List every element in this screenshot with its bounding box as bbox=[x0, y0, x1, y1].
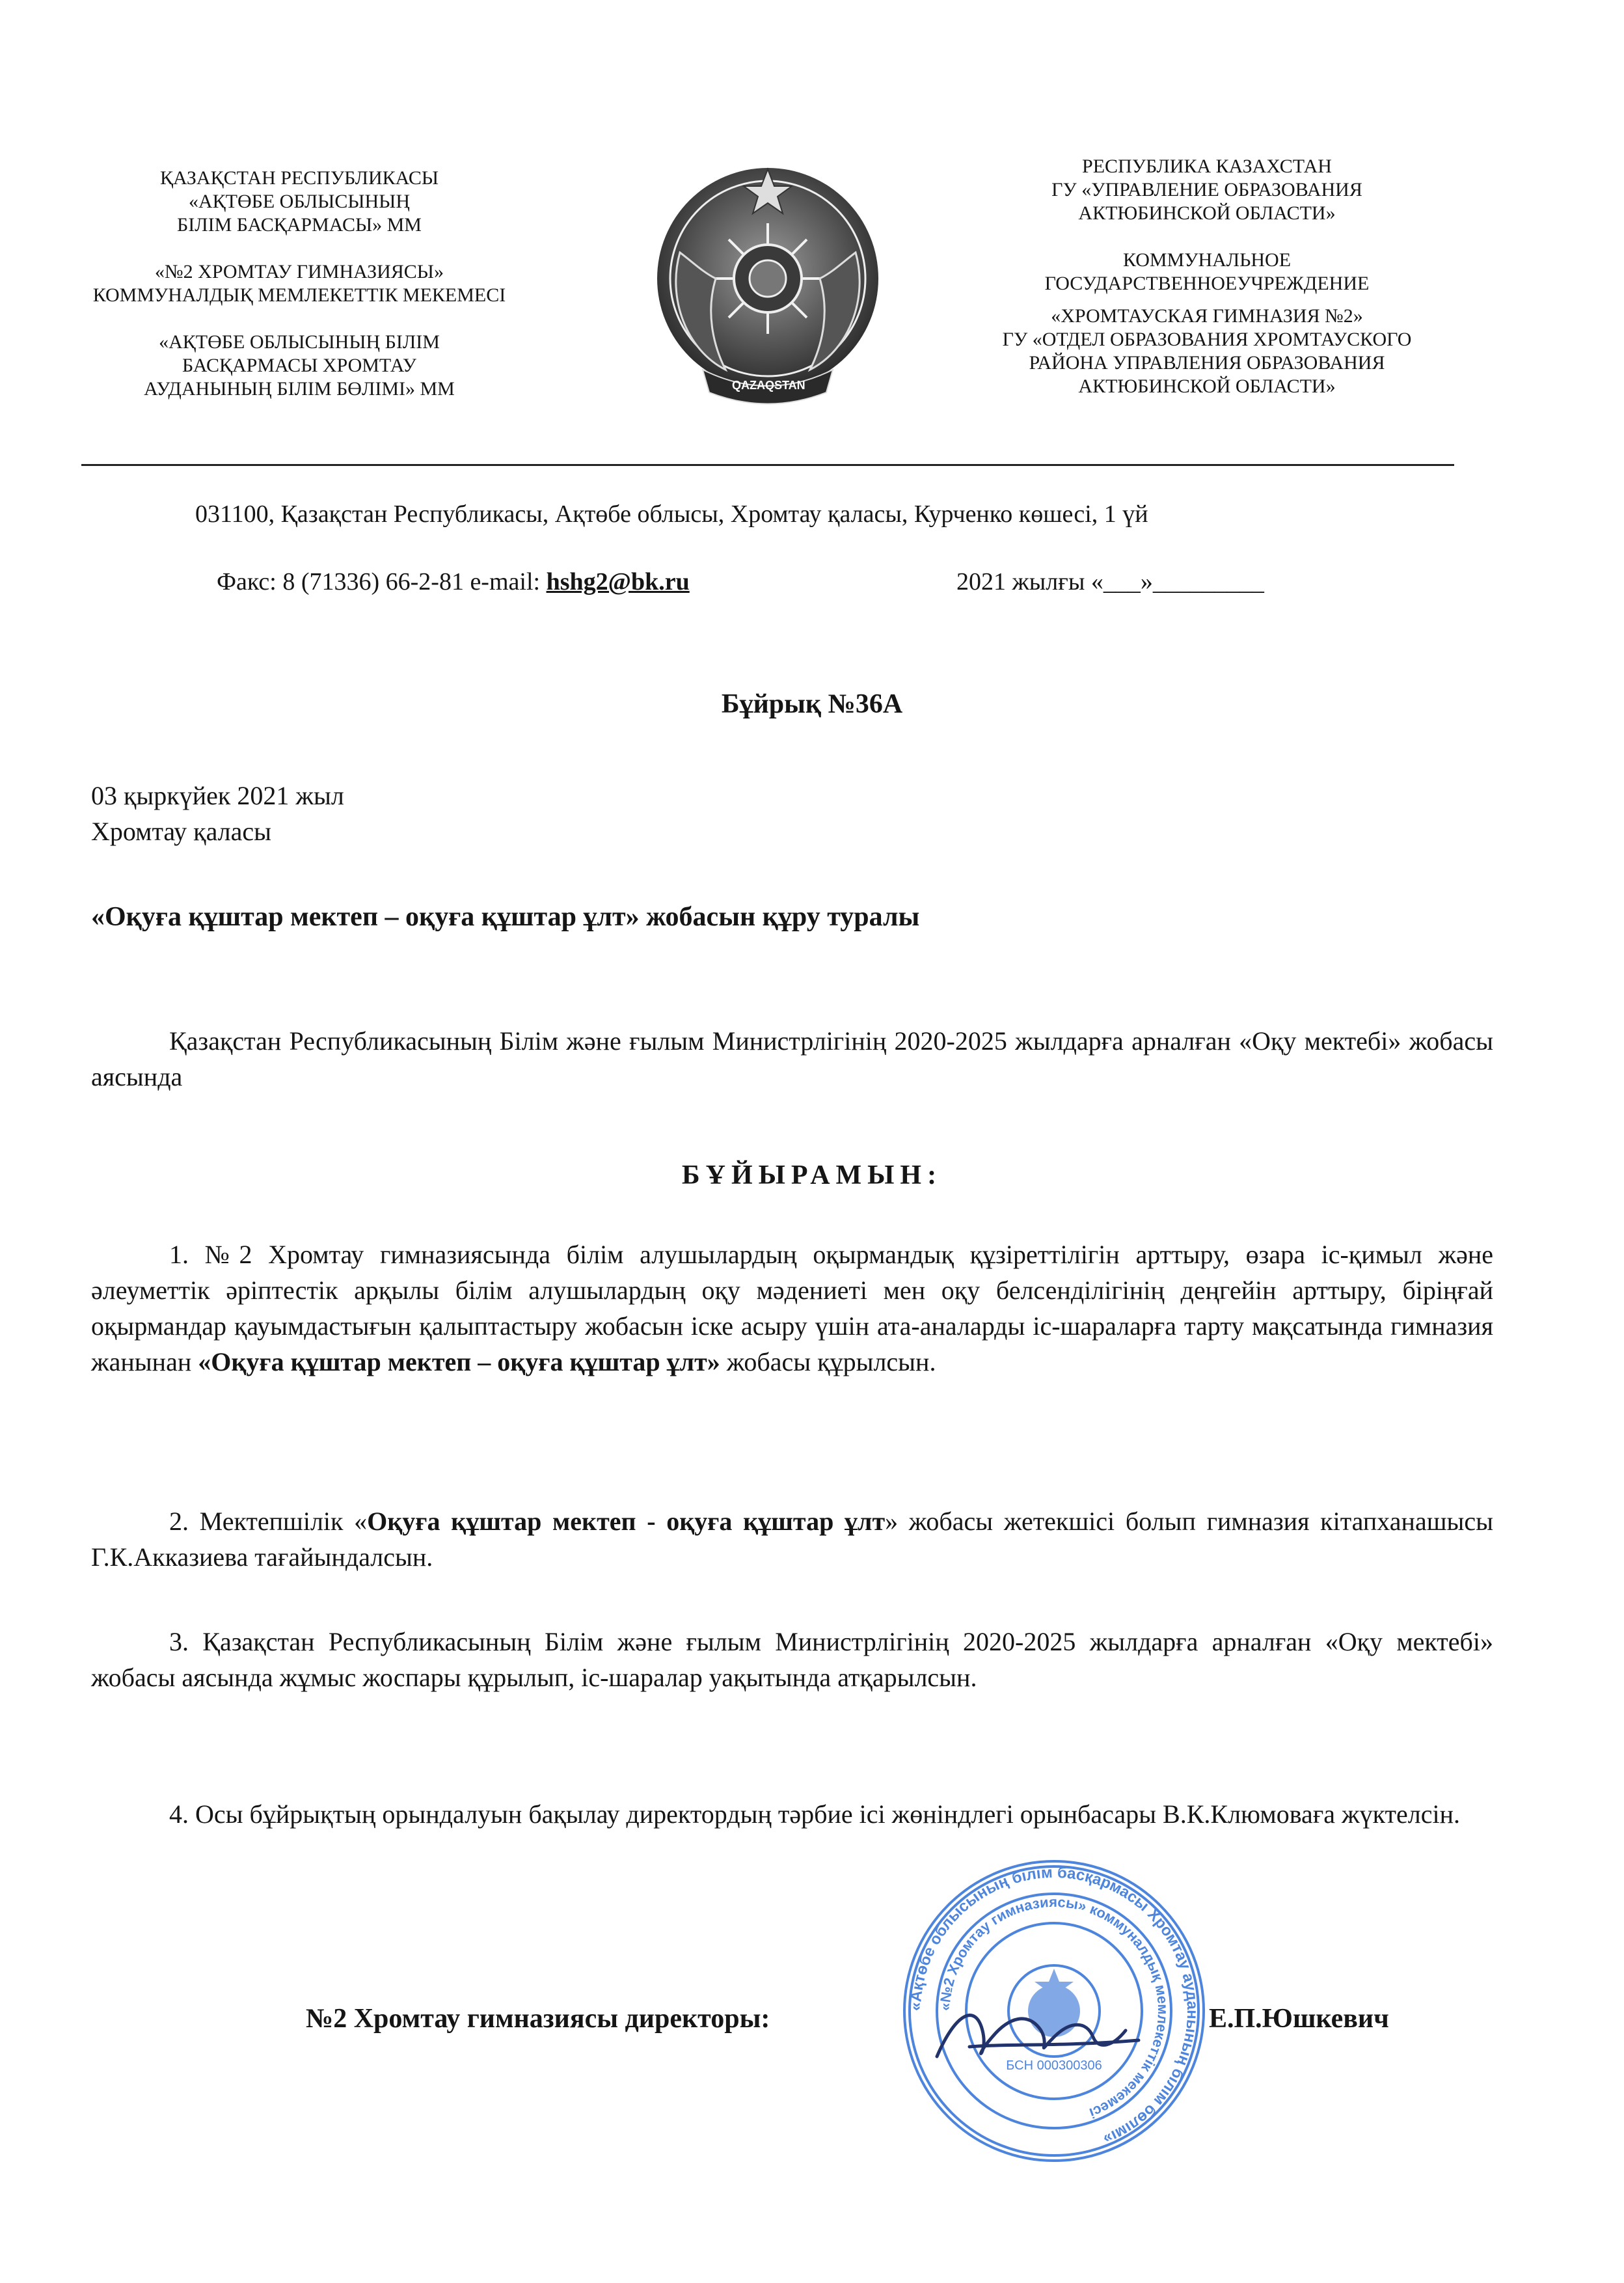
header-line: «ХРОМТАУСКАЯ ГИМНАЗИЯ №2» bbox=[1051, 305, 1363, 327]
header-right-ru bbox=[930, 155, 1483, 422]
item1-text: 1. №2 Хромтау гимназиясында білім алушылардың оқырмандық құзіреттілігін арттыру, өзара іс-қимыл және әлеуметтік әріптестік арқылы білім алушылардың оқу мәдениеті мен оқу белсенділігінің деңгейін арттыру, біріңғай оқырмандар қауымдастығын қалыптастыру жобасын іске асыру үшін ата-аналарды іс-шараларға тарту мақсатында гимназия жанынан bbox=[91, 1240, 1493, 1376]
header-line: «АҚТӨБЕ ОБЛЫСЫНЫҢ bbox=[188, 191, 411, 212]
seal-outer-text: «Ақтөбе облысының білім басқармасы Хромтау ауданының білім бөлімі» bbox=[906, 1863, 1202, 2148]
header-line: АУДАНЫНЫҢ БІЛІМ БӨЛІМІ» ММ bbox=[144, 378, 455, 400]
preamble bbox=[91, 1023, 1493, 1095]
order-subject: «Оқуға құштар мектеп – оқуға құштар ұлт» жобасын құру туралы bbox=[91, 902, 920, 932]
signature-role: №2 Хромтау гимназиясы директоры: bbox=[306, 2004, 770, 2034]
header-line: РЕСПУБЛИКА КАЗАХСТАН bbox=[1082, 156, 1332, 177]
header-line: БІЛІМ БАСҚАРМАСЫ» ММ bbox=[177, 214, 422, 236]
header-left-block-3 bbox=[72, 331, 527, 401]
project-name-bold: Оқуға құштар мектеп - оқуға құштар ұлт bbox=[367, 1507, 886, 1536]
header-right-block-2 bbox=[930, 249, 1483, 295]
seal-inner-text: «№2 Хромтау гимназиясы» коммуналдық мемлекеттік мекемесі bbox=[936, 1893, 1172, 2122]
header-left-kz bbox=[72, 167, 527, 424]
header-line: РАЙОНА УПРАВЛЕНИЯ ОБРАЗОВАНИЯ bbox=[1029, 352, 1385, 374]
order-title: Бұйрық №36А bbox=[721, 689, 903, 719]
order-item-4 bbox=[91, 1796, 1493, 1832]
header-line: ҚАЗАҚСТАН РЕСПУБЛИКАСЫ bbox=[159, 167, 439, 189]
order-city: Хромтау қаласы bbox=[91, 817, 272, 846]
state-emblem bbox=[641, 155, 895, 415]
item1-end: жобасы құрылсын. bbox=[720, 1347, 936, 1376]
item3-text: 3. Қазақстан Республикасының Білім және ғылым Министрлігінің 2020-2025 жылдарға арналған «Оқу мектебі» жобасы аясында жұмыс жоспары құрылып, іс-шаралар уақытында атқарылсын. bbox=[91, 1627, 1493, 1692]
header-line: АКТЮБИНСКОЙ ОБЛАСТИ» bbox=[1078, 202, 1336, 224]
order-item-3 bbox=[91, 1624, 1493, 1695]
postal-address: 031100, Қазақстан Республикасы, Ақтөбе облысы, Хромтау қаласы, Курченко көшесі, 1 үй bbox=[195, 500, 1148, 528]
header-line: «№2 ХРОМТАУ ГИМНАЗИЯСЫ» bbox=[155, 261, 444, 282]
header-right-block-3 bbox=[930, 305, 1483, 398]
emblem-icon bbox=[641, 155, 895, 415]
header-line: ГУ «УПРАВЛЕНИЕ ОБРАЗОВАНИЯ bbox=[1051, 179, 1362, 200]
preamble-text: Қазақстан Республикасының Білім және ғылым Министрлігінің 2020-2025 жылдарға арналған «Оқу мектебі» жобасы аясында bbox=[91, 1026, 1493, 1091]
header-line: БАСҚАРМАСЫ ХРОМТАУ bbox=[182, 355, 417, 376]
order-date: 03 қыркүйек 2021 жыл bbox=[91, 781, 344, 810]
item2-end: » жобасы жетекшісі болып гимназия кітапханашысы Г.К.Акказиева тағайындалсын. bbox=[91, 1507, 1494, 1572]
header-line: КОММУНАЛДЫҚ МЕМЛЕКЕТТІК МЕКЕМЕСІ bbox=[92, 284, 506, 306]
command-heading: БҰЙЫРАМЫН: bbox=[681, 1160, 943, 1190]
header-line: АКТЮБИНСКОЙ ОБЛАСТИ» bbox=[1078, 376, 1336, 397]
header-line: «АҚТӨБЕ ОБЛЫСЫНЫҢ БІЛІМ bbox=[159, 331, 440, 353]
header-left-block-2 bbox=[72, 260, 527, 307]
contact-line bbox=[217, 567, 690, 596]
project-name-bold: «Оқуға құштар мектеп – оқуға құштар ұлт» bbox=[198, 1347, 720, 1376]
header-line: КОММУНАЛЬНОЕ bbox=[1122, 249, 1292, 271]
item4-text: 4. Осы бұйрықтың орындалуын бақылау директордың тәрбие ісі жөніндлегі орынбасары В.К.Клюмоваға жүктелсін. bbox=[169, 1799, 1460, 1829]
fax-text: Факс: 8 (71336) 66-2-81 e-mail: bbox=[217, 568, 547, 595]
order-item-1 bbox=[91, 1237, 1493, 1380]
header-line: ГОСУДАРСТВЕННОЕУЧРЕЖДЕНИЕ bbox=[1044, 273, 1370, 294]
order-date-block bbox=[91, 778, 344, 849]
email-link[interactable]: hshg2@bk.ru bbox=[546, 568, 690, 595]
signature-icon bbox=[930, 1985, 1145, 2083]
emblem-label: QAZAQSTAN bbox=[732, 379, 805, 392]
header-right-block-1 bbox=[930, 155, 1483, 225]
director-signature bbox=[930, 1985, 1145, 2083]
item2-start: 2. Мектепшілік « bbox=[169, 1507, 368, 1536]
header-divider bbox=[81, 464, 1454, 466]
order-item-2 bbox=[91, 1503, 1493, 1575]
seal-number: БСН 000300306 bbox=[1006, 2058, 1102, 2073]
signature-name: Е.П.Юшкевич bbox=[1209, 2004, 1389, 2034]
header-line: ГУ «ОТДЕЛ ОБРАЗОВАНИЯ ХРОМТАУСКОГО bbox=[1002, 329, 1412, 350]
date-field: 2021 жылғы «___»_________ bbox=[956, 568, 1264, 595]
header-left-block-1 bbox=[72, 167, 527, 237]
